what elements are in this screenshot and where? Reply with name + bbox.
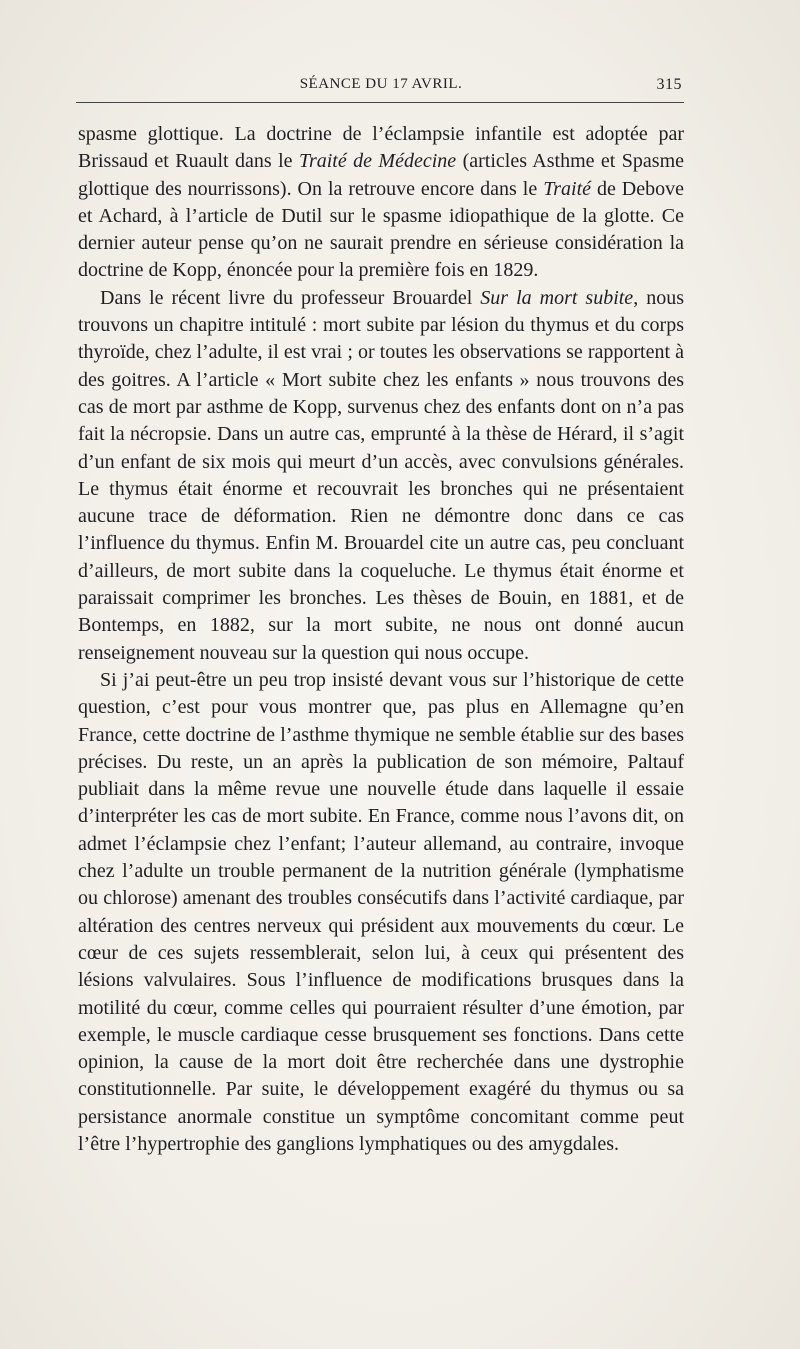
italic-title: Traité bbox=[543, 177, 591, 200]
text-run: , nous trouvons un chapitre intitulé : mort subite par lésion du thymus et du corps thyroïde, chez l’adulte, il est vrai ; or toutes les observations se rapportent à des goitres. A l’article « Mort subite chez les enfants » nous trouvons des cas de mort par asthme de Kopp, survenus chez des enfants dont on n’a pas fait la nécropsie. Dans un autre cas, emprunté à la thèse de Hérard, il s’agit d’un enfant de six mois qui meurt d’un accès, avec convulsions générales. Le thymus était énorme et recouvrait les bronches qui ne présentaient aucune trace de déformation. Rien ne démontre donc dans ce cas l’influence du thymus. Enfin M. Brouardel cite un autre cas, peu concluant d’ailleurs, de mort subite dans la coqueluche. Le thymus était énorme et paraissait comprimer les bronches. Les thèses de Bouin, en 1881, et de Bontemps, en 1882, sur la mort subite, ne nous ont donné aucun renseignement nouveau sur la question qui nous occupe. bbox=[78, 286, 684, 664]
body-text bbox=[78, 121, 684, 1158]
running-header bbox=[78, 76, 684, 100]
paragraph bbox=[78, 121, 684, 285]
running-title: SÉANCE DU 17 AVRIL. bbox=[299, 76, 463, 92]
text-run: (articles Asthme et Spasme glottique des nourrissons). On la retrouve encore dans le bbox=[78, 150, 684, 200]
text-run: Si j’ai peut-être un peu trop insisté devant vous sur l’historique de cette question, c’est pour vous montrer que, pas plus en Allemagne qu’en France, cette doctrine de l’asthme thymique ne semble établie sur des bases précises. Du reste, un an après la publication de son mémoire, Paltauf publiait dans la même revue une nouvelle étude dans laquelle il essaie d’interpréter les cas de mort subite. En France, comme nous l’avons dit, on admet l’éclampsie chez l’enfant; l’auteur allemand, au contraire, invoque chez l’adulte un trouble permanent de la nutrition générale (lymphatisme ou chlorose) amenant des troubles consécutifs dans l’activité cardiaque, par altération des centres nerveux qui président aux mouvements du cœur. Le cœur de ces sujets ressemblerait, selon lui, à ceux qui présentent des lésions valvulaires. Sous l’influence de modifications brusques dans la motilité du cœur, comme celles qui pourraient résulter d’une émotion, par exemple, le muscle cardiaque cesse brusquement ses fonctions. Dans cette opinion, la cause de la mort doit être recherchée dans une dystrophie constitutionnelle. Par suite, le développement exagéré du thymus ou sa persistance anormale constitue un symptôme concomitant comme peut l’être l’hypertrophie des ganglions lymphatiques ou des amygdales. bbox=[78, 668, 684, 1155]
italic-title: Traité de Médecine bbox=[298, 150, 457, 173]
text-run: de Debove et Achard, à l’article de Dutil sur le spasme idiopathique de la glotte. Ce dernier auteur pense qu’on ne saurait prendre en sérieuse considération la doctrine de Kopp, énoncée pour la première fois en 1829. bbox=[78, 177, 684, 282]
paragraph bbox=[78, 667, 684, 1158]
header-rule bbox=[76, 102, 684, 103]
text-run: Dans le récent livre du professeur Brouardel bbox=[100, 286, 481, 309]
italic-title: Sur la mort subite bbox=[480, 286, 634, 309]
page-number: 315 bbox=[656, 76, 682, 93]
text-run: spasme glottique. La doctrine de l’éclampsie infantile est adoptée par Brissaud et Ruault dans le bbox=[78, 123, 684, 173]
paragraph bbox=[78, 285, 684, 667]
